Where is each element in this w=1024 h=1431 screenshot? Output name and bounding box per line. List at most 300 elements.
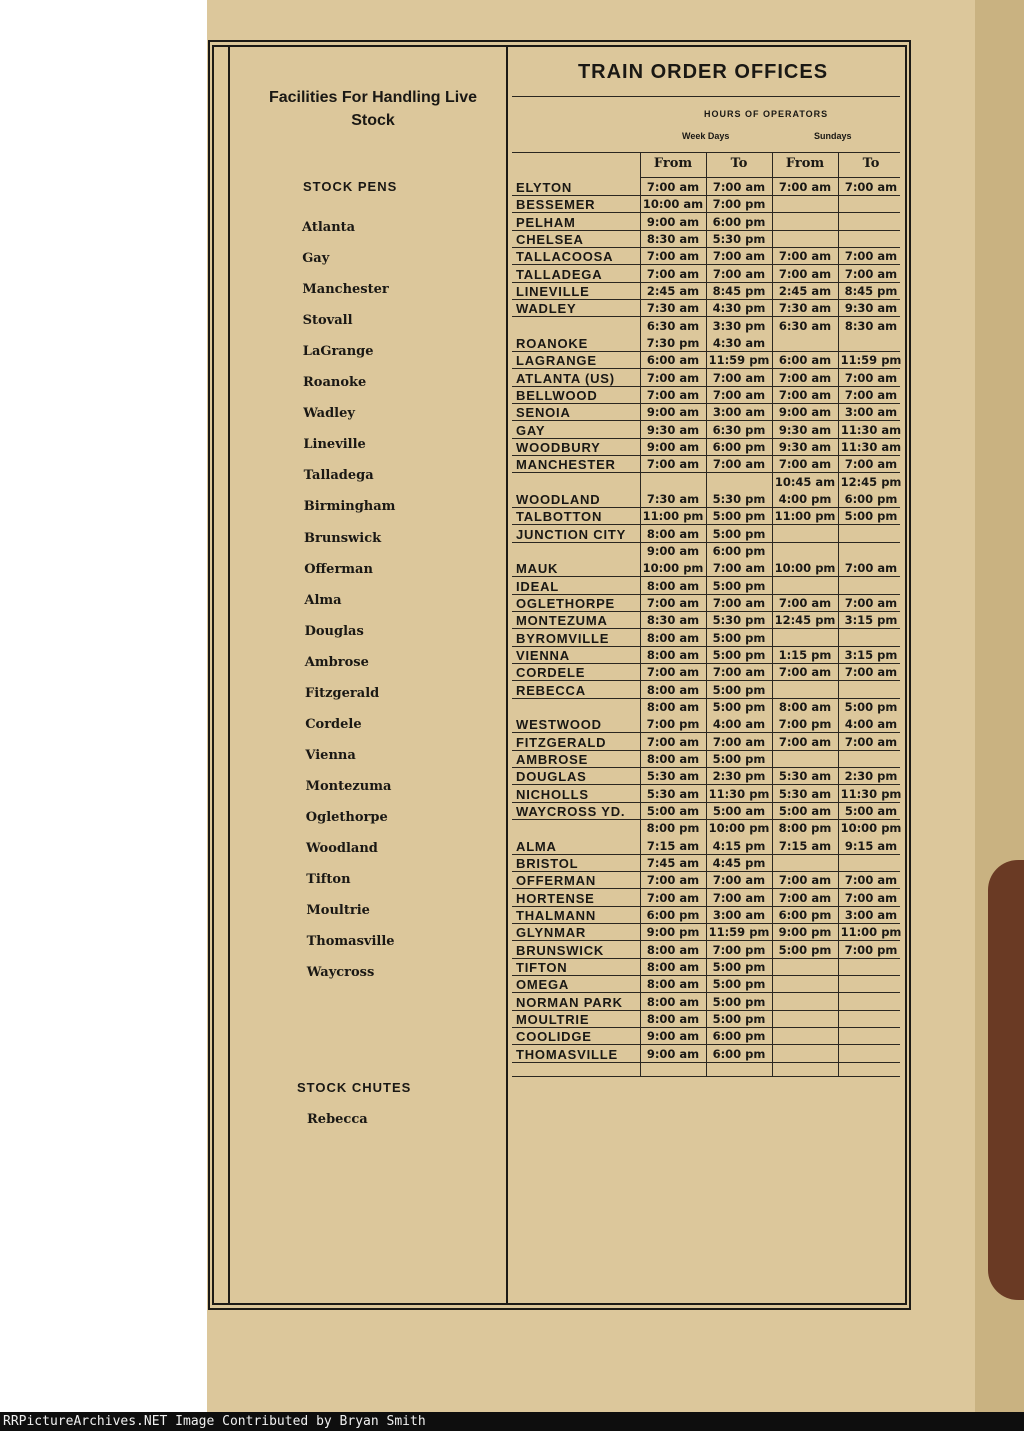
stock-pen-town: Stovall bbox=[302, 313, 353, 329]
station-name: MONTEZUMA bbox=[516, 613, 608, 629]
table-row bbox=[512, 404, 900, 421]
stock-pen-town: Atlanta bbox=[302, 220, 356, 235]
table-row bbox=[512, 924, 900, 941]
weekday-from-time: 8:00 am bbox=[646, 1011, 700, 1026]
station-name: THALMANN bbox=[516, 907, 597, 923]
weekday-to-time: 4:00 am bbox=[712, 717, 766, 732]
sunday-from-time: 7:15 am bbox=[778, 838, 832, 853]
table-row bbox=[512, 370, 900, 387]
sunday-to-time: 4:00 am bbox=[844, 717, 898, 732]
station-name: BESSEMER bbox=[516, 197, 596, 213]
sunday-from-time: 7:00 am bbox=[778, 370, 832, 385]
sunday-from-time: 9:30 am bbox=[778, 422, 832, 437]
stock-pen-town: Brunswick bbox=[304, 530, 382, 546]
sunday-from-time: 9:30 am bbox=[778, 439, 832, 454]
station-name: MOULTRIE bbox=[516, 1011, 590, 1027]
sunday-from-time: 11:00 pm bbox=[774, 509, 836, 524]
weekday-from-time: 8:00 am bbox=[646, 630, 700, 645]
station-name: NICHOLLS bbox=[516, 786, 589, 802]
weekday-from-time: 8:00 am bbox=[646, 994, 700, 1009]
station-name: BELLWOOD bbox=[516, 387, 598, 403]
weekday-to-time: 7:00 am bbox=[712, 595, 766, 610]
sunday-to-time: 7:00 pm bbox=[844, 942, 898, 957]
sunday-from-time: 5:00 pm bbox=[778, 942, 832, 957]
weekday-to-time: 7:00 am bbox=[712, 561, 766, 576]
sunday-from-time: 7:00 am bbox=[778, 665, 832, 680]
station-name: MAUK bbox=[516, 561, 559, 577]
header-rule-1 bbox=[512, 96, 900, 97]
weekday-from-time: 8:00 am bbox=[646, 751, 700, 766]
sundays-to-header: To bbox=[862, 156, 880, 171]
sunday-from-time: 7:00 pm bbox=[778, 717, 832, 732]
weekday-to-time: 3:00 am bbox=[712, 405, 766, 420]
sunday-to-time: 8:45 pm bbox=[844, 283, 898, 298]
weekday-to-time: 5:00 am bbox=[712, 803, 766, 818]
weekday-to-time: 11:59 pm bbox=[708, 925, 770, 940]
sunday-to-time: 7:00 am bbox=[844, 249, 898, 264]
station-name: TALLACOOSA bbox=[516, 249, 614, 265]
weekday-to-time: 6:00 pm bbox=[712, 1029, 766, 1044]
station-name: COOLIDGE bbox=[516, 1029, 592, 1045]
table-row bbox=[512, 768, 900, 785]
sunday-to-time: 11:00 pm bbox=[840, 925, 902, 940]
table-row bbox=[512, 214, 900, 231]
station-name: TIFTON bbox=[516, 959, 568, 975]
weekday-to-time: 4:30 pm bbox=[712, 301, 766, 316]
sunday-to-time: 11:59 pm bbox=[840, 353, 902, 368]
weekday-from-time: 8:00 am bbox=[646, 942, 700, 957]
stock-pen-town: Lineville bbox=[303, 437, 366, 453]
sunday-to-time: 7:00 am bbox=[844, 665, 898, 680]
weekday-to-time: 11:59 pm bbox=[708, 353, 770, 368]
station-name: BYROMVILLE bbox=[516, 630, 610, 646]
sunday-from-time: 8:00 am bbox=[778, 699, 832, 714]
weekday-to-time: 5:30 pm bbox=[712, 491, 766, 506]
weekday-from-time: 7:30 am bbox=[646, 301, 700, 316]
stock-pen-town: Fitzgerald bbox=[305, 685, 380, 701]
table-row bbox=[512, 630, 900, 647]
table-row bbox=[512, 474, 900, 491]
table-row bbox=[512, 422, 900, 439]
station-name: WADLEY bbox=[516, 301, 577, 317]
station-name: GAY bbox=[516, 422, 546, 438]
sunday-to-time: 7:00 am bbox=[844, 595, 898, 610]
weekday-to-time: 3:30 pm bbox=[712, 318, 766, 333]
station-name: FITZGERALD bbox=[516, 734, 607, 750]
sunday-to-time: 7:00 am bbox=[844, 457, 898, 472]
stock-pen-town: Gay bbox=[302, 251, 330, 267]
weekday-to-time: 7:00 am bbox=[712, 387, 766, 402]
table-row bbox=[512, 578, 900, 595]
station-name: ALMA bbox=[516, 838, 557, 854]
table-row bbox=[512, 526, 900, 543]
weekday-from-time: 9:00 am bbox=[646, 1046, 700, 1061]
weekday-from-time: 9:00 pm bbox=[646, 925, 700, 940]
table-row bbox=[512, 890, 900, 907]
weekdays-to-header: To bbox=[730, 156, 748, 171]
sunday-from-time: 6:00 am bbox=[778, 353, 832, 368]
weekday-from-time: 7:00 am bbox=[646, 266, 700, 281]
weekday-to-time: 7:00 am bbox=[712, 457, 766, 472]
stock-pen-town: Tifton bbox=[306, 872, 351, 888]
sunday-to-time: 3:00 am bbox=[844, 907, 898, 922]
table-row bbox=[512, 179, 900, 196]
table-row bbox=[512, 318, 900, 335]
station-name: LAGRANGE bbox=[516, 353, 597, 369]
weekday-from-time: 5:00 am bbox=[646, 803, 700, 818]
sunday-from-time: 7:00 am bbox=[778, 180, 832, 194]
stock-pen-town: LaGrange bbox=[302, 344, 374, 360]
weekday-from-time: 8:00 am bbox=[646, 526, 700, 541]
sunday-from-time: 7:00 am bbox=[778, 873, 832, 888]
sunday-from-time: 7:00 am bbox=[778, 890, 832, 905]
weekday-to-time: 5:00 pm bbox=[712, 578, 766, 593]
stock-pen-town: Offerman bbox=[304, 561, 373, 577]
station-name: SENOIA bbox=[516, 405, 571, 421]
weekday-to-time: 5:00 pm bbox=[712, 630, 766, 645]
weekday-from-time: 8:00 am bbox=[646, 699, 700, 714]
stock-pen-town: Thomasville bbox=[306, 934, 395, 950]
table-row bbox=[512, 820, 900, 837]
stock-pen-town: Ambrose bbox=[304, 654, 369, 670]
weekday-to-time: 5:00 pm bbox=[712, 509, 766, 524]
weekday-to-time: 5:00 pm bbox=[712, 959, 766, 974]
sunday-to-time: 11:30 am bbox=[840, 422, 902, 437]
station-name: JUNCTION CITY bbox=[516, 526, 627, 542]
weekdays-from-header: From bbox=[653, 156, 693, 171]
week-days-label: Week Days bbox=[682, 131, 730, 141]
stock-chutes-heading: STOCK CHUTES bbox=[297, 1080, 412, 1095]
stock-pen-town: Moultrie bbox=[306, 903, 370, 919]
weekday-to-time: 7:00 am bbox=[712, 249, 766, 264]
station-name: IDEAL bbox=[516, 578, 559, 594]
sunday-from-time: 9:00 pm bbox=[778, 925, 832, 940]
weekday-from-time: 9:00 am bbox=[646, 1029, 700, 1044]
sunday-from-time: 5:30 am bbox=[778, 769, 832, 784]
stock-pen-town: Oglethorpe bbox=[305, 809, 388, 825]
blank-margin bbox=[0, 0, 207, 1412]
stock-pens-heading: STOCK PENS bbox=[303, 179, 398, 194]
sunday-from-time: 7:30 am bbox=[778, 301, 832, 316]
weekday-to-time: 6:30 pm bbox=[712, 422, 766, 437]
weekday-from-time: 7:15 am bbox=[646, 838, 700, 853]
left-column-rule bbox=[228, 47, 230, 1303]
station-name: LINEVILLE bbox=[516, 283, 590, 299]
stock-chute-town: Rebecca bbox=[307, 1112, 368, 1127]
station-name: OMEGA bbox=[516, 977, 570, 993]
weekday-to-time: 7:00 am bbox=[712, 180, 766, 194]
sunday-from-time: 1:15 pm bbox=[778, 647, 832, 662]
station-name: ATLANTA (US) bbox=[516, 370, 615, 386]
sunday-from-time: 7:00 am bbox=[778, 266, 832, 281]
weekday-to-time: 5:00 pm bbox=[712, 526, 766, 541]
station-name: WOODBURY bbox=[516, 439, 601, 455]
table-row bbox=[512, 231, 900, 248]
weekday-from-time: 7:30 pm bbox=[646, 335, 700, 350]
weekday-from-time: 8:00 am bbox=[646, 959, 700, 974]
weekday-to-time: 5:30 pm bbox=[712, 613, 766, 628]
train-order-offices-title: TRAIN ORDER OFFICES bbox=[577, 61, 829, 83]
sunday-to-time: 7:00 am bbox=[844, 266, 898, 281]
weekday-from-time: 8:00 pm bbox=[646, 821, 700, 836]
weekday-from-time: 7:00 am bbox=[646, 370, 700, 385]
table-row bbox=[512, 976, 900, 993]
station-name: CHELSEA bbox=[516, 231, 584, 247]
weekday-to-time: 2:30 pm bbox=[712, 769, 766, 784]
station-name: WESTWOOD bbox=[516, 717, 602, 733]
table-row bbox=[512, 508, 900, 525]
row-rule bbox=[512, 1062, 900, 1063]
weekday-from-time: 9:00 am bbox=[646, 405, 700, 420]
sunday-to-time: 6:00 pm bbox=[844, 491, 898, 506]
sunday-to-time: 7:00 am bbox=[844, 734, 898, 749]
weekday-to-time: 5:00 pm bbox=[712, 994, 766, 1009]
weekday-from-time: 7:00 am bbox=[646, 873, 700, 888]
weekday-from-time: 9:30 am bbox=[646, 422, 700, 437]
weekday-from-time: 9:00 am bbox=[646, 543, 700, 558]
sundays-from-header: From bbox=[785, 156, 825, 171]
table-row bbox=[512, 803, 900, 820]
weekday-to-time: 7:00 am bbox=[712, 734, 766, 749]
sunday-to-time: 9:30 am bbox=[844, 301, 898, 316]
weekday-from-time: 7:45 am bbox=[646, 855, 700, 870]
sunday-to-time: 7:00 am bbox=[844, 387, 898, 402]
weekday-from-time: 9:00 am bbox=[646, 439, 700, 454]
weekday-to-time: 5:00 pm bbox=[712, 682, 766, 697]
sunday-from-time: 8:00 pm bbox=[778, 821, 832, 836]
sunday-from-time: 6:30 am bbox=[778, 318, 832, 333]
table-row bbox=[512, 751, 900, 768]
weekday-from-time: 2:45 am bbox=[646, 283, 700, 298]
weekday-to-time: 7:00 am bbox=[712, 665, 766, 680]
station-name: OFFERMAN bbox=[516, 873, 597, 889]
table-row bbox=[512, 560, 900, 577]
table-row bbox=[512, 491, 900, 508]
sunday-to-time: 3:00 am bbox=[844, 405, 898, 420]
station-name: REBECCA bbox=[516, 682, 586, 698]
sunday-from-time: 5:30 am bbox=[778, 786, 832, 801]
sunday-to-time: 12:45 pm bbox=[840, 474, 902, 489]
table-row bbox=[512, 439, 900, 456]
table-row bbox=[512, 994, 900, 1011]
stock-pen-town: Montezuma bbox=[305, 778, 392, 794]
sunday-to-time: 3:15 pm bbox=[844, 613, 898, 628]
weekday-to-time: 5:00 pm bbox=[712, 1011, 766, 1026]
stock-pen-town: Roanoke bbox=[303, 375, 367, 391]
table-row bbox=[512, 387, 900, 404]
weekday-from-time: 7:00 am bbox=[646, 387, 700, 402]
weekday-to-time: 10:00 pm bbox=[708, 821, 770, 836]
table-row bbox=[512, 734, 900, 751]
stock-pen-town: Woodland bbox=[306, 841, 378, 856]
sunday-from-time: 5:00 am bbox=[778, 803, 832, 818]
sunday-to-time: 7:00 am bbox=[844, 370, 898, 385]
table-row bbox=[512, 335, 900, 352]
table-row bbox=[512, 1046, 900, 1063]
weekday-to-time: 7:00 am bbox=[712, 890, 766, 905]
weekday-from-time: 11:00 pm bbox=[642, 509, 704, 524]
table-row bbox=[512, 942, 900, 959]
sunday-to-time: 7:00 am bbox=[844, 180, 898, 194]
sunday-to-time: 7:00 am bbox=[844, 873, 898, 888]
station-name: WOODLAND bbox=[516, 491, 601, 507]
image-credit-footer: RRPictureArchives.NET Image Contributed by Bryan Smith bbox=[0, 1412, 1024, 1431]
weekday-to-time: 7:00 pm bbox=[712, 942, 766, 957]
weekday-to-time: 11:30 pm bbox=[708, 786, 770, 801]
sunday-from-time: 12:45 pm bbox=[774, 613, 836, 628]
sunday-to-time: 5:00 am bbox=[844, 803, 898, 818]
station-name: NORMAN PARK bbox=[516, 994, 623, 1010]
stock-pen-town: Cordele bbox=[305, 716, 362, 732]
table-row bbox=[512, 1028, 900, 1045]
weekday-from-time: 7:00 am bbox=[646, 457, 700, 472]
weekday-from-time: 7:00 am bbox=[646, 665, 700, 680]
sunday-from-time: 7:00 am bbox=[778, 595, 832, 610]
weekday-to-time: 5:30 pm bbox=[712, 231, 766, 246]
weekday-to-time: 4:45 pm bbox=[712, 855, 766, 870]
table-row bbox=[512, 612, 900, 629]
sunday-from-time: 6:00 pm bbox=[778, 907, 832, 922]
table-row bbox=[512, 699, 900, 716]
table-row bbox=[512, 196, 900, 213]
sunday-to-time: 5:00 pm bbox=[844, 699, 898, 714]
weekday-to-time: 5:00 pm bbox=[712, 977, 766, 992]
sunday-from-time: 7:00 am bbox=[778, 734, 832, 749]
weekday-from-time: 8:00 am bbox=[646, 682, 700, 697]
table-row bbox=[512, 543, 900, 560]
table-row bbox=[512, 647, 900, 664]
table-row bbox=[512, 300, 900, 317]
weekday-to-time: 4:15 pm bbox=[712, 838, 766, 853]
station-name: THOMASVILLE bbox=[516, 1046, 618, 1062]
sunday-to-time: 5:00 pm bbox=[844, 509, 898, 524]
station-name: VIENNA bbox=[516, 647, 570, 663]
sunday-from-time: 7:00 am bbox=[778, 457, 832, 472]
weekday-to-time: 6:00 pm bbox=[712, 214, 766, 229]
weekday-from-time: 6:00 pm bbox=[646, 907, 700, 922]
header-rule-3 bbox=[640, 177, 900, 178]
table-row bbox=[512, 716, 900, 733]
weekday-from-time: 7:30 am bbox=[646, 491, 700, 506]
sunday-from-time: 7:00 am bbox=[778, 249, 832, 264]
sunday-from-time: 7:00 am bbox=[778, 387, 832, 402]
weekday-from-time: 6:30 am bbox=[646, 318, 700, 333]
weekday-to-time: 4:30 am bbox=[712, 335, 766, 350]
weekday-from-time: 7:00 am bbox=[646, 180, 700, 194]
sunday-to-time: 10:00 pm bbox=[840, 821, 902, 836]
table-row bbox=[512, 456, 900, 473]
table-row bbox=[512, 855, 900, 872]
table-row bbox=[512, 664, 900, 681]
stock-pen-town: Wadley bbox=[303, 406, 355, 422]
weekday-from-time: 8:00 am bbox=[646, 578, 700, 593]
weekday-to-time: 6:00 pm bbox=[712, 543, 766, 558]
weekday-from-time: 10:00 pm bbox=[642, 561, 704, 576]
weekday-to-time: 6:00 pm bbox=[712, 1046, 766, 1061]
sunday-to-time: 8:30 am bbox=[844, 318, 898, 333]
sunday-from-time: 4:00 pm bbox=[778, 491, 832, 506]
weekday-to-time: 7:00 am bbox=[712, 266, 766, 281]
station-name: HORTENSE bbox=[516, 890, 595, 906]
table-row bbox=[512, 352, 900, 369]
weekday-to-time: 5:00 pm bbox=[712, 647, 766, 662]
sunday-from-time: 2:45 am bbox=[778, 283, 832, 298]
sunday-to-time: 2:30 pm bbox=[844, 769, 898, 784]
weekday-to-time: 6:00 pm bbox=[712, 439, 766, 454]
table-row bbox=[512, 266, 900, 283]
weekday-from-time: 8:00 am bbox=[646, 977, 700, 992]
weekday-from-time: 7:00 pm bbox=[646, 717, 700, 732]
center-column-rule bbox=[506, 47, 508, 1303]
stock-pen-town: Vienna bbox=[305, 747, 356, 763]
station-name: DOUGLAS bbox=[516, 769, 587, 785]
station-name: CORDELE bbox=[516, 665, 586, 681]
station-name: GLYNMAR bbox=[516, 925, 587, 941]
table-row bbox=[512, 907, 900, 924]
sundays-label: Sundays bbox=[814, 131, 852, 141]
weekday-from-time: 6:00 am bbox=[646, 353, 700, 368]
station-name: AMBROSE bbox=[516, 751, 589, 767]
sunday-from-time: 9:00 am bbox=[778, 405, 832, 420]
sunday-to-time: 7:00 am bbox=[844, 561, 898, 576]
weekday-from-time: 7:00 am bbox=[646, 734, 700, 749]
table-row bbox=[512, 1011, 900, 1028]
stock-pen-town: Douglas bbox=[304, 623, 364, 639]
weekday-to-time: 5:00 pm bbox=[712, 699, 766, 714]
stock-pen-town: Birmingham bbox=[303, 499, 396, 515]
weekday-from-time: 7:00 am bbox=[646, 595, 700, 610]
stock-pen-town: Waycross bbox=[306, 965, 375, 981]
station-name: BRUNSWICK bbox=[516, 942, 605, 958]
sunday-to-time: 11:30 am bbox=[840, 439, 902, 454]
weekday-from-time: 8:00 am bbox=[646, 647, 700, 662]
table-row bbox=[512, 786, 900, 803]
table-row bbox=[512, 283, 900, 300]
weekday-to-time: 8:45 pm bbox=[712, 283, 766, 298]
hours-of-operators-label: HOURS OF OPERATORS bbox=[704, 109, 829, 119]
station-name: BRISTOL bbox=[516, 855, 579, 871]
weekday-to-time: 3:00 am bbox=[712, 907, 766, 922]
station-name: PELHAM bbox=[516, 214, 576, 230]
station-name: ROANOKE bbox=[516, 335, 589, 351]
station-name: TALLADEGA bbox=[516, 266, 603, 282]
sunday-to-time: 7:00 am bbox=[844, 890, 898, 905]
weekday-from-time: 5:30 am bbox=[646, 769, 700, 784]
weekday-from-time: 8:30 am bbox=[646, 231, 700, 246]
sunday-to-time: 11:30 pm bbox=[840, 786, 902, 801]
table-bottom-rule bbox=[512, 1076, 900, 1077]
table-row bbox=[512, 838, 900, 855]
station-name: TALBOTTON bbox=[516, 509, 603, 525]
sunday-from-time: 10:45 am bbox=[774, 474, 836, 489]
weekday-to-time: 7:00 am bbox=[712, 370, 766, 385]
table-row bbox=[512, 595, 900, 612]
weekday-from-time: 10:00 am bbox=[642, 197, 704, 212]
weekday-from-time: 7:00 am bbox=[646, 249, 700, 264]
weekday-from-time: 7:00 am bbox=[646, 890, 700, 905]
weekday-to-time: 7:00 am bbox=[712, 873, 766, 888]
station-name: ELYTON bbox=[516, 180, 573, 195]
sunday-from-time: 10:00 pm bbox=[774, 561, 836, 576]
station-name: WAYCROSS YD. bbox=[516, 803, 626, 819]
station-name: OGLETHORPE bbox=[516, 595, 616, 611]
sunday-to-time: 3:15 pm bbox=[844, 647, 898, 662]
stock-pen-town: Alma bbox=[304, 592, 342, 608]
weekday-to-time: 5:00 pm bbox=[712, 751, 766, 766]
weekday-to-time: 7:00 pm bbox=[712, 197, 766, 212]
sunday-to-time: 9:15 am bbox=[844, 838, 898, 853]
weekday-from-time: 8:30 am bbox=[646, 613, 700, 628]
